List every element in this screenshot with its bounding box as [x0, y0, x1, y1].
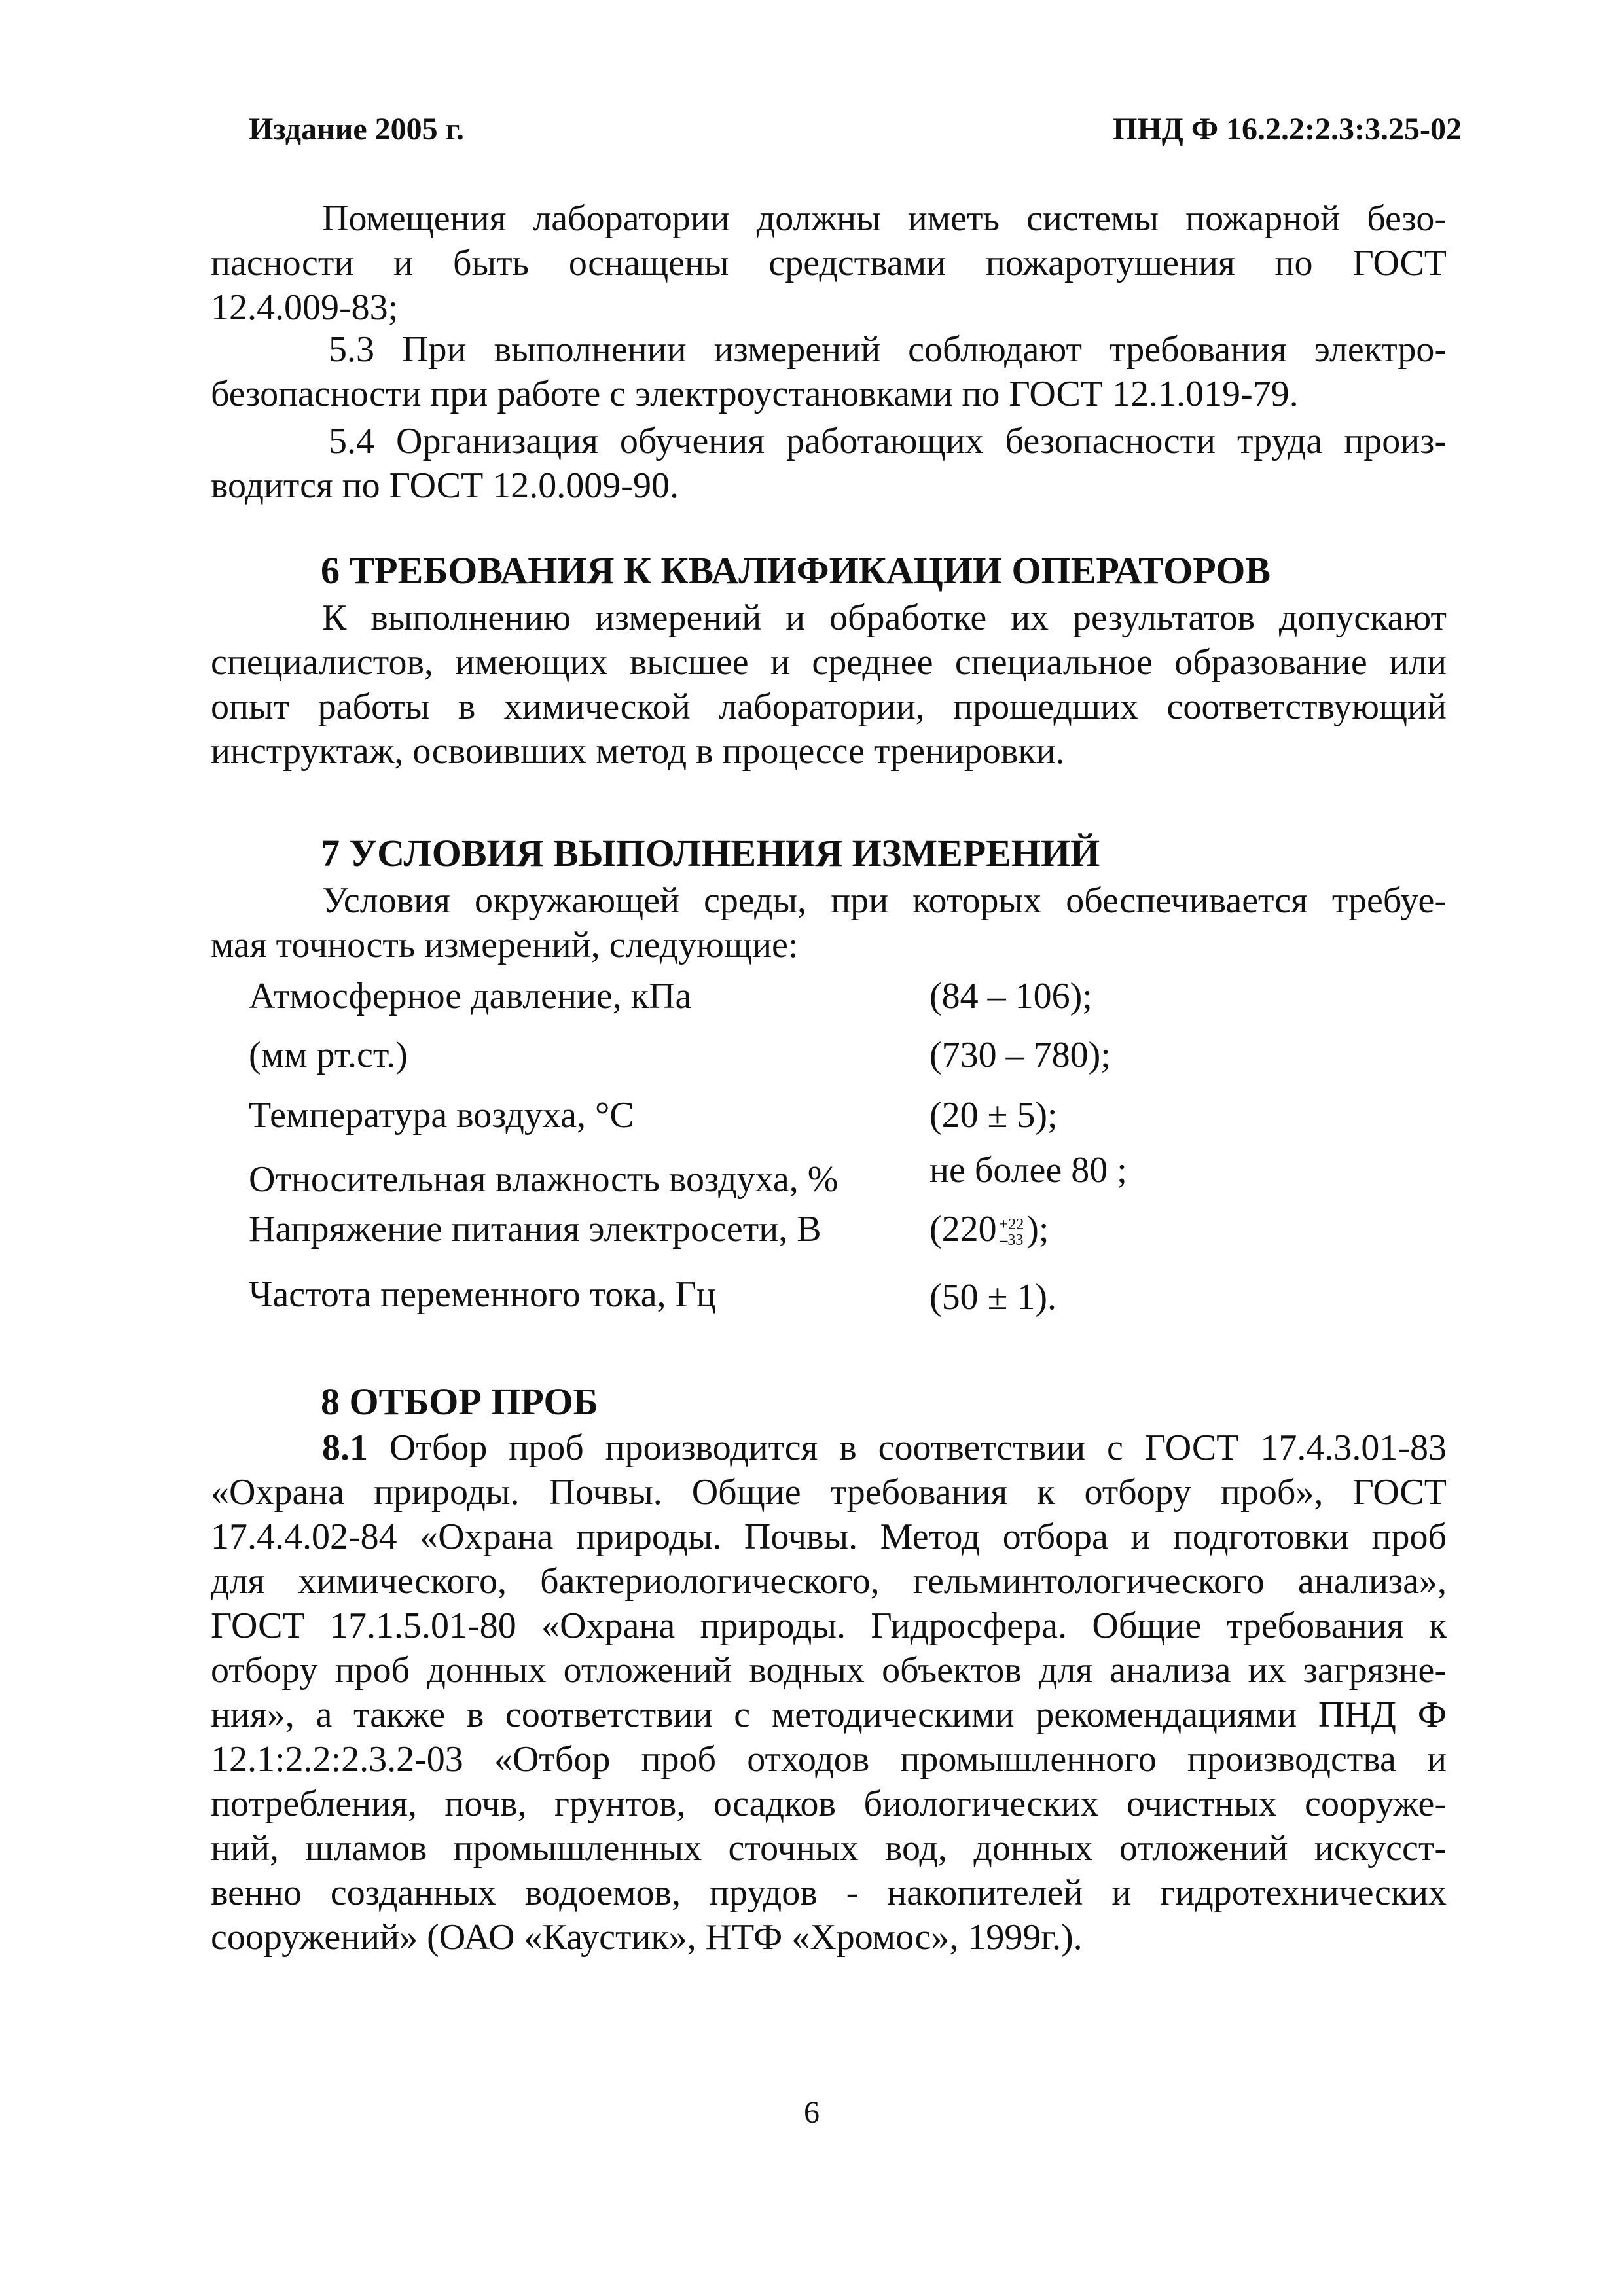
fire-safety-paragraph — [211, 196, 1447, 330]
condition-label: (мм рт.ст.) — [249, 1035, 408, 1075]
text-line: ния», а также в соответствии с методическими рекомендациями ПНД Ф — [211, 1695, 1447, 1735]
text-line: 17.4.4.02-84 «Охрана природы. Почвы. Метод отбора и подготовки проб — [211, 1516, 1447, 1557]
tolerance-lower: –33 — [1000, 1232, 1024, 1249]
text-line: пасности и быть оснащены средствами пожаротушения по ГОСТ — [211, 243, 1447, 283]
condition-value: не более 80 ; — [929, 1150, 1127, 1191]
text-line: Помещения лаборатории должны иметь системы пожарной безо- — [322, 198, 1447, 239]
text-line: опыт работы в химической лаборатории, прошедших соответствующий — [211, 687, 1447, 727]
text-line: ний, шламов промышленных сточных вод, донных отложений искусст- — [211, 1828, 1447, 1869]
text-line: К выполнению измерений и обработке их результатов допускают — [322, 598, 1447, 638]
condition-label: Напряжение питания электросети, В — [249, 1209, 821, 1249]
text-line: 8.1 Отбор проб производится в соответствии с ГОСТ 17.4.3.01-83 — [322, 1427, 1447, 1468]
item-5-4 — [211, 419, 1447, 508]
text-line: отбору проб донных отложений водных объектов для анализа их загрязне- — [211, 1650, 1447, 1691]
condition-value: (84 – 106); — [929, 976, 1092, 1016]
section-8-body — [211, 1426, 1447, 1960]
text-line: безопасности при работе с электроустановками по ГОСТ 12.1.019-79. — [211, 374, 1299, 414]
text-line: Условия окружающей среды, при которых обеспечивается требуе- — [322, 880, 1447, 921]
voltage-nominal: (220 — [929, 1209, 997, 1249]
condition-label: Атмосферное давление, кПа — [249, 976, 692, 1016]
text-line: ГОСТ 17.1.5.01-80 «Охрана природы. Гидросфера. Общие требования к — [211, 1605, 1447, 1646]
condition-value: (20 ± 5); — [929, 1095, 1058, 1136]
text-line: инструктаж, освоивших метод в процессе тренировки. — [211, 731, 1065, 772]
item-5-3 — [211, 327, 1447, 416]
section-8-heading: 8 ОТБОР ПРОБ — [321, 1380, 598, 1423]
item-number: 8.1 — [322, 1427, 368, 1468]
text-line: водится по ГОСТ 12.0.009-90. — [211, 465, 679, 506]
voltage-tolerance — [1000, 1217, 1024, 1248]
section-7-heading: 7 УСЛОВИЯ ВЫПОЛНЕНИЯ ИЗМЕРЕНИЙ — [321, 832, 1100, 874]
voltage-suffix: ); — [1026, 1209, 1049, 1249]
text-line: 5.4 Организация обучения работающих безопасности труда произ- — [329, 421, 1447, 461]
page-number: 6 — [804, 2095, 820, 2130]
text-line: специалистов, имеющих высшее и среднее специальное образование или — [211, 642, 1447, 683]
text-line: сооружений» (ОАО «Каустик», НТФ «Хромос», 1999г.). — [211, 1917, 1083, 1958]
text-line: 12.4.009-83; — [211, 287, 399, 328]
document-code: ПНД Ф 16.2.2:2.3:3.25-02 — [1113, 112, 1462, 147]
text-line: мая точность измерений, следующие: — [211, 925, 799, 965]
section-6-heading: 6 ТРЕБОВАНИЯ К КВАЛИФИКАЦИИ ОПЕРАТОРОВ — [321, 549, 1271, 592]
text-line: венно созданных водоемов, прудов - накопителей и гидротехнических — [211, 1873, 1447, 1913]
text-line: потребления, почв, грунтов, осадков биологических очистных сооруже- — [211, 1784, 1447, 1824]
section-6-body — [211, 596, 1447, 774]
text-line: 12.1:2.2:2.3.2-03 «Отбор проб отходов промышленного производства и — [211, 1739, 1447, 1780]
edition-label: Издание 2005 г. — [249, 112, 465, 147]
text-line: 5.3 При выполнении измерений соблюдают требования электро- — [329, 329, 1447, 370]
condition-value-voltage — [929, 1208, 1049, 1250]
text-line: для химического, бактериологического, гельминтологического анализа», — [211, 1561, 1447, 1602]
condition-label: Частота переменного тока, Гц — [249, 1274, 716, 1315]
section-7-intro — [211, 878, 1447, 967]
condition-value: (50 ± 1). — [929, 1277, 1057, 1318]
condition-label: Относительная влажность воздуха, % — [249, 1159, 839, 1200]
tolerance-upper: +22 — [999, 1216, 1024, 1234]
text-line: «Охрана природы. Почвы. Общие требования к отбору проб», ГОСТ — [211, 1472, 1447, 1513]
condition-label: Температура воздуха, °С — [249, 1095, 634, 1136]
condition-value: (730 – 780); — [929, 1035, 1111, 1075]
